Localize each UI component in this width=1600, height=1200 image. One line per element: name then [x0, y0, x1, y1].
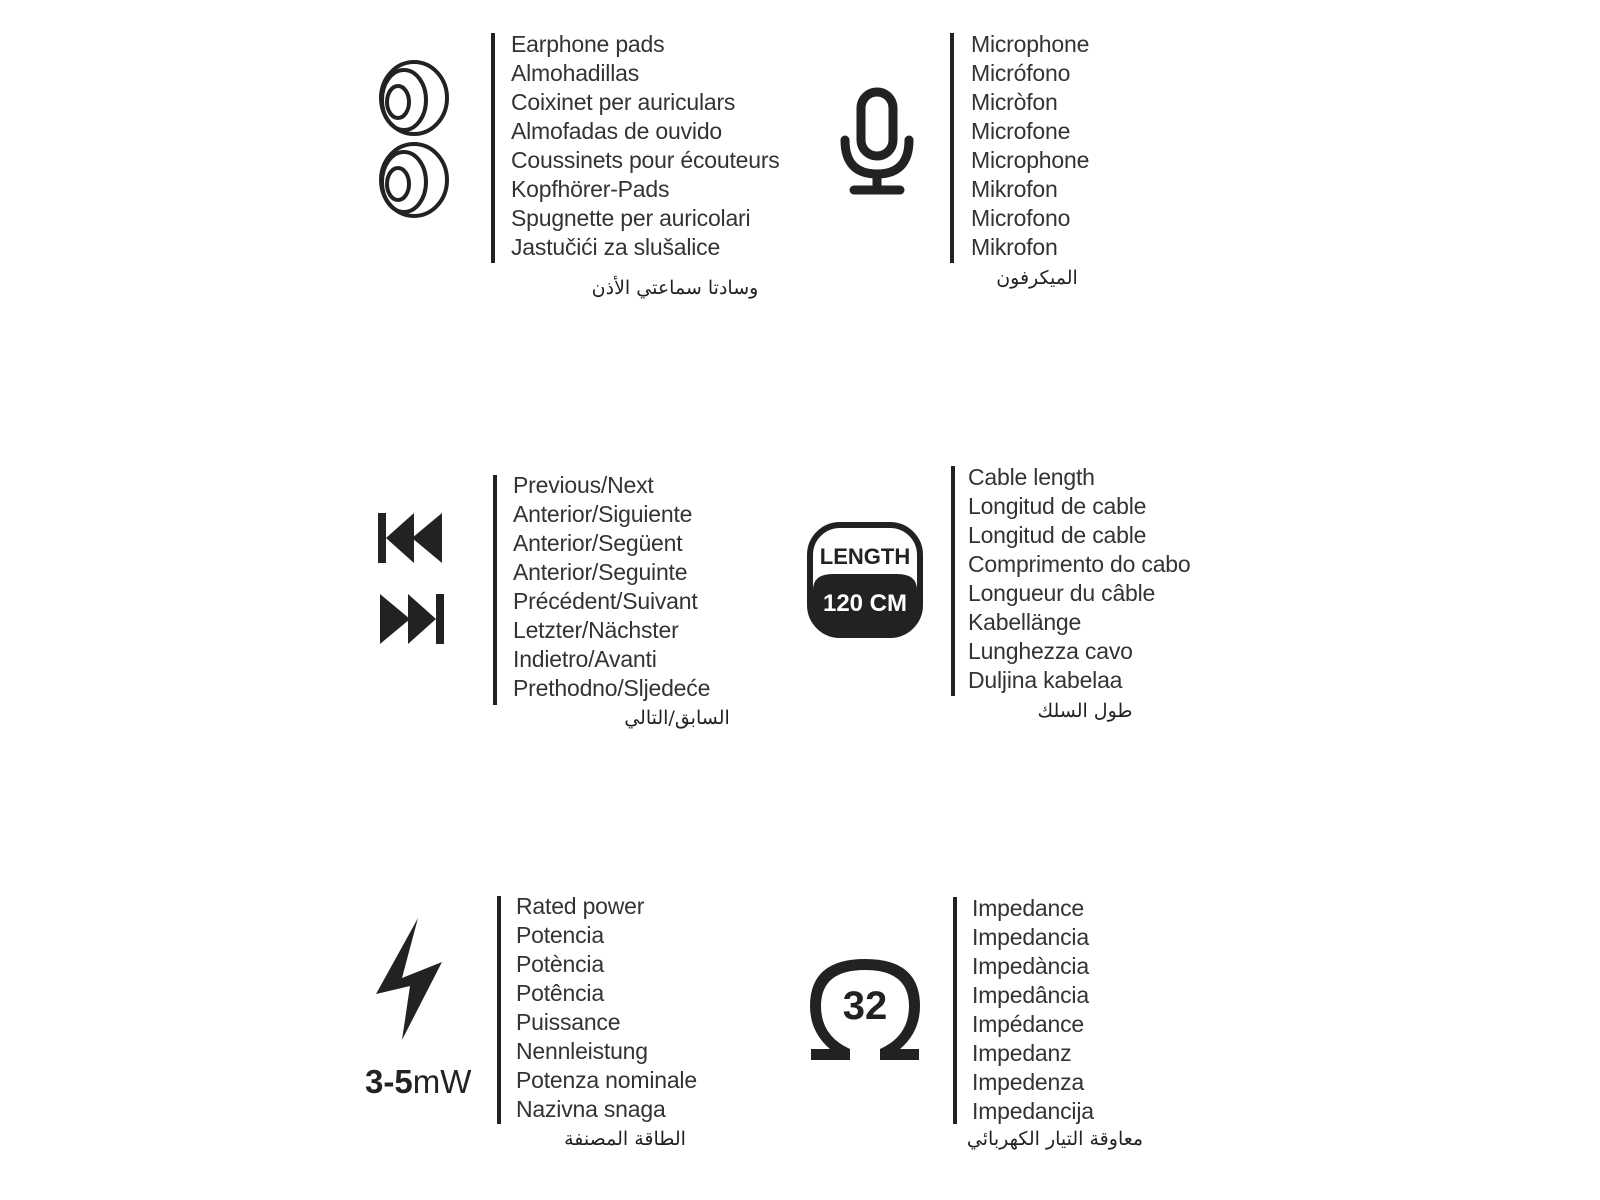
- label-line: Previous/Next: [513, 472, 654, 498]
- label-line: Potència: [516, 951, 604, 977]
- label-line: Impédance: [972, 1011, 1084, 1037]
- label-line: Earphone pads: [511, 31, 665, 57]
- label-line: Micròfon: [971, 89, 1058, 115]
- label-line: Coussinets pour écouteurs: [511, 147, 780, 173]
- label-line: Kabellänge: [968, 609, 1082, 635]
- label-line: Anterior/Següent: [513, 530, 683, 556]
- label-line: Impedance: [972, 895, 1084, 921]
- length-value: 120 CM: [822, 590, 908, 617]
- divider: [497, 896, 501, 1124]
- arabic-label: السابق/التالي: [624, 707, 730, 729]
- label-line: Indietro/Avanti: [513, 646, 657, 672]
- label-list: [511, 30, 780, 262]
- label-line: Spugnette per auricolari: [511, 205, 751, 231]
- label-line: Lunghezza cavo: [968, 638, 1133, 664]
- divider: [953, 897, 957, 1124]
- label-line: Almohadillas: [511, 60, 639, 86]
- label-line: Micrófono: [971, 60, 1071, 86]
- label-line: Puissance: [516, 1009, 621, 1035]
- divider: [951, 466, 955, 696]
- label-line: Nazivna snaga: [516, 1096, 666, 1122]
- divider: [493, 475, 497, 705]
- label-line: Potência: [516, 980, 604, 1006]
- label-list: [971, 30, 1089, 262]
- label-line: Coixinet per auriculars: [511, 89, 736, 115]
- earphone-pads-icon: [376, 58, 458, 220]
- label-line: Longitud de cable: [968, 493, 1147, 519]
- label-line: Impedanz: [972, 1040, 1072, 1066]
- label-line: Impedenza: [972, 1069, 1084, 1095]
- arabic-label: الطاقة المصنفة: [564, 1128, 686, 1150]
- rated-power-value: 3-5mW: [365, 1063, 472, 1100]
- label-line: Duljina kabelaa: [968, 667, 1123, 693]
- label-list: [513, 471, 710, 703]
- label-line: Impedància: [972, 953, 1089, 979]
- previous-icon: [378, 512, 444, 564]
- label-line: Almofadas de ouvido: [511, 118, 723, 144]
- label-line: Impedancia: [972, 924, 1089, 950]
- label-list: [968, 463, 1190, 695]
- impedance-value: 32: [842, 984, 888, 1028]
- label-line: Comprimento do cabo: [968, 551, 1191, 577]
- length-title: LENGTH: [819, 544, 911, 569]
- next-icon: [380, 593, 446, 645]
- arabic-label: طول السلك: [1037, 700, 1133, 722]
- arabic-label: معاوقة التيار الكهربائي: [966, 1128, 1144, 1150]
- cable-length-icon: [807, 522, 923, 638]
- label-line: Potencia: [516, 922, 604, 948]
- label-line: Prethodno/Sljedeće: [513, 675, 711, 701]
- divider: [950, 33, 954, 263]
- label-line: Longitud de cable: [968, 522, 1147, 548]
- microphone-icon: [838, 86, 916, 198]
- label-line: Kopfhörer-Pads: [511, 176, 670, 202]
- label-line: Longueur du câble: [968, 580, 1156, 606]
- label-line: Anterior/Seguinte: [513, 559, 688, 585]
- arabic-label: وسادتا سماعتي الأذن: [591, 277, 759, 299]
- divider: [491, 33, 495, 263]
- label-line: Potenza nominale: [516, 1067, 697, 1093]
- label-line: Nennleistung: [516, 1038, 648, 1064]
- label-list: [972, 894, 1094, 1126]
- omega-icon: [808, 956, 922, 1064]
- label-line: Impedancija: [972, 1098, 1094, 1124]
- lightning-icon: [374, 916, 444, 1042]
- label-line: Letzter/Nächster: [513, 617, 679, 643]
- label-line: Mikrofon: [971, 234, 1058, 260]
- label-line: Anterior/Siguiente: [513, 501, 693, 527]
- arabic-label: الميكرفون: [996, 267, 1078, 289]
- label-line: Microfone: [971, 118, 1071, 144]
- label-list: [516, 892, 697, 1124]
- label-line: Microphone: [971, 147, 1090, 173]
- label-line: Jastučići za slušalice: [511, 234, 721, 260]
- label-line: Mikrofon: [971, 176, 1058, 202]
- label-line: Microphone: [971, 31, 1090, 57]
- label-line: Microfono: [971, 205, 1071, 231]
- label-line: Impedância: [972, 982, 1089, 1008]
- label-line: Cable length: [968, 464, 1095, 490]
- label-line: Rated power: [516, 893, 645, 919]
- label-line: Précédent/Suivant: [513, 588, 698, 614]
